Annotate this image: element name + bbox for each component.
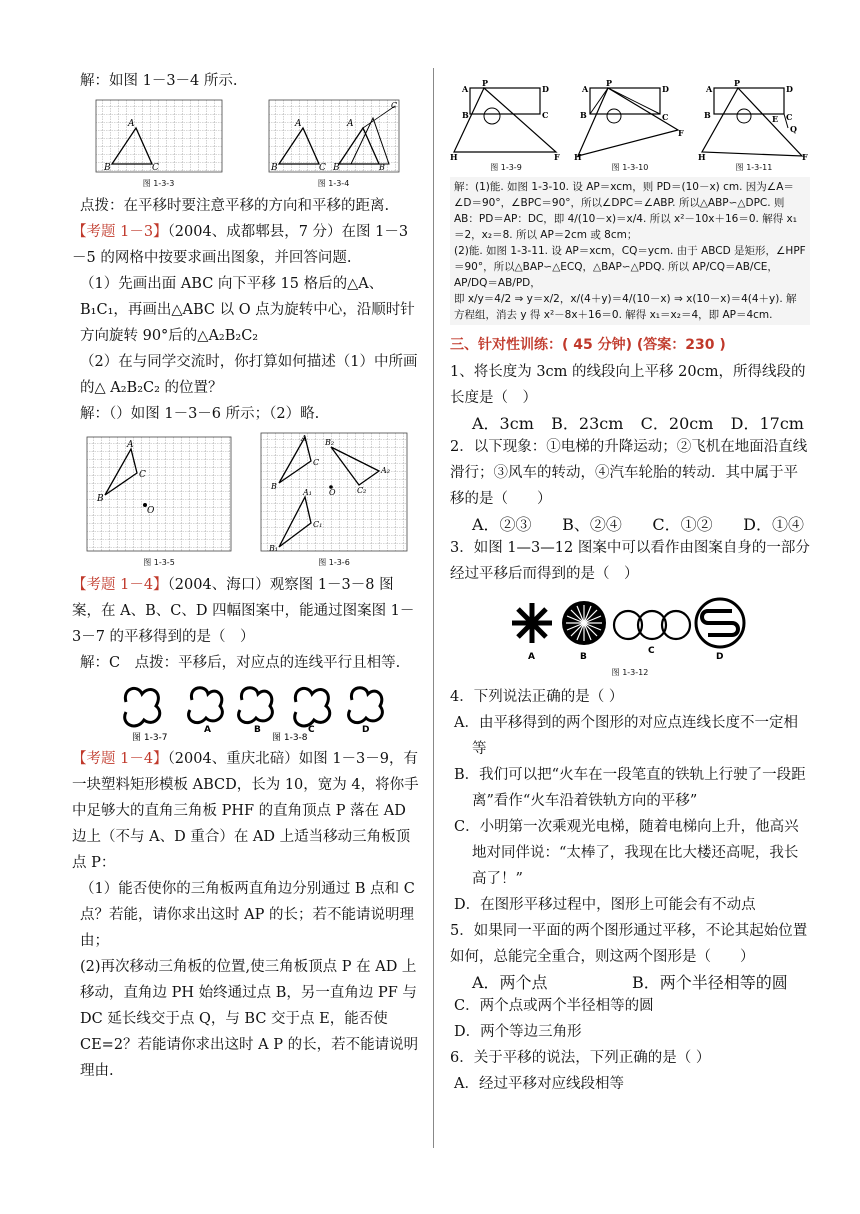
question-2-options <box>450 512 810 535</box>
option: A．3cm <box>472 414 534 433</box>
svg-text:C: C <box>313 458 320 467</box>
svg-text:A: A <box>528 652 535 662</box>
svg-text:E: E <box>772 114 779 124</box>
exam-text: （2004、成都郫县，7 分）在图 1－3－5 的网格中按要求画出图象，并回答问题. <box>72 224 409 266</box>
figure-caption: 图 1-3-9 <box>490 163 522 172</box>
svg-text:D: D <box>362 725 370 735</box>
question-3: 3．如图 1—3—12 图案中可以看作由图案自身的一部分经过平移后而得到的是（ ） <box>450 540 810 582</box>
svg-text:A: A <box>706 84 713 94</box>
option: D．①④ <box>743 515 804 534</box>
figure-caption: 图 1-3-12 <box>611 668 649 677</box>
figure-1-3-12 <box>450 595 810 678</box>
svg-text:C: C <box>648 646 655 656</box>
svg-text:D: D <box>542 84 549 94</box>
svg-text:B₁: B₁ <box>269 544 279 553</box>
left-column <box>72 68 422 1084</box>
question-1: 1、将长度为 3cm 的线段向上平移 20cm，所得线段的长度是（ ） <box>450 364 806 406</box>
symbol-patterns <box>510 595 750 665</box>
exam-tag: 【考题 1－4】 <box>72 577 168 593</box>
option: A．②③ <box>472 515 532 534</box>
figure-caption: 图 1-3-8 <box>272 733 308 742</box>
exam-text: （2004、海口）观察图 1－3－8 图案，在 A、B、C、D 四幅图案中，能通过图案图 1－3－7 的平移得到的是（ ） <box>72 577 415 645</box>
option: D．两个等边三角形 <box>454 1024 582 1040</box>
figure-1-3-11 <box>698 80 810 173</box>
svg-text:C: C <box>151 163 159 173</box>
svg-text:B: B <box>580 652 587 662</box>
svg-text:C: C <box>542 110 549 120</box>
svg-text:C: C <box>390 101 397 110</box>
option: A．经过平移对应线段相等 <box>454 1076 624 1092</box>
svg-text:C: C <box>786 112 793 122</box>
rectangle-triangle-figure-1 <box>450 80 562 160</box>
svg-text:D: D <box>786 84 793 94</box>
svg-text:A: A <box>127 440 134 450</box>
figure-1-3-10 <box>574 80 686 173</box>
svg-text:B: B <box>270 163 278 173</box>
question-part-2: (2)再次移动三角板的位置,使三角板顶点 P 在 AD 上移动，直角边 PH 始终通过点 B，另一直角边 PF 与 DC 延长线交于点 Q，与 BC 交于点 E，能否使 CE=2？若能请你求出这时 A P 的长，若不能请说明理由. <box>80 959 419 1079</box>
svg-text:B₂: B₂ <box>325 438 335 447</box>
svg-text:A: A <box>294 119 301 129</box>
figure-1-3-5 <box>85 435 233 568</box>
option: C．两个点或两个半径相等的圆 <box>454 998 654 1014</box>
svg-text:A: A <box>346 119 353 129</box>
question-6: 6．关于平移的说法，下列正确的是（ ） <box>450 1050 711 1066</box>
svg-text:F: F <box>802 152 808 160</box>
solution-part-3: 即 x/y＝4/2 ⇒ y＝x/2，x/(4＋y)＝4/(10－x) ⇒ x(10－x)＝4(4＋y). 解方程组，消去 y 得 x²－8x＋16＝0. 解得 x₁＝x₂＝4，即 AP＝4cm. <box>454 293 797 321</box>
figure-caption: 图 1-3-6 <box>318 558 350 567</box>
grid-figure-2 <box>267 98 401 176</box>
svg-text:D: D <box>716 652 724 662</box>
rectangle-triangle-figure-3 <box>698 80 810 160</box>
option: B、②④ <box>562 515 622 534</box>
svg-text:P: P <box>734 80 741 88</box>
figure-caption: 图 1-3-11 <box>735 163 773 172</box>
svg-text:C: C <box>318 163 326 173</box>
figure-row-1 <box>72 98 422 189</box>
exam-problem-1-3 <box>72 219 422 271</box>
figure-1-3-3 <box>94 98 224 189</box>
leaf-pattern-figures <box>112 680 402 742</box>
svg-text:C₁: C₁ <box>313 520 323 529</box>
svg-text:B: B <box>97 494 104 504</box>
svg-text:A: A <box>127 119 134 129</box>
option: C．20cm <box>640 414 714 433</box>
option: B．我们可以把“火车在一段笔直的铁轨上行驶了一段距离”看作“火车沿着铁轨方向的平移” <box>454 767 806 809</box>
svg-text:A₁: A₁ <box>303 488 312 497</box>
svg-text:D: D <box>662 84 669 94</box>
svg-text:Q: Q <box>790 124 797 134</box>
option: C．①② <box>652 515 713 534</box>
svg-text:B: B <box>271 482 277 491</box>
figure-row-3 <box>72 680 422 742</box>
svg-text:A: A <box>301 434 307 443</box>
rectangle-triangle-figure-2 <box>574 80 686 160</box>
grid-figure-3 <box>85 435 233 555</box>
answer-line: 解：（）如图 1－3－6 所示；（2）略. <box>80 406 320 422</box>
svg-text:B: B <box>704 110 711 120</box>
exam-tag: 【考题 1－3】 <box>72 224 168 240</box>
figure-caption: 图 1-3-10 <box>611 163 649 172</box>
grid-figure-4 <box>259 431 409 555</box>
svg-text:A: A <box>462 84 469 94</box>
solution-part-2: (2)能. 如图 1-3-11. 设 AP＝xcm，CQ＝ycm. 由于 ABCD 是矩形，∠HPF＝90°，所以△BAP∽△ECQ，△BAP∽△PDQ. 所以 AP/CQ＝AB/CE，AP/DQ＝AB/PD， <box>454 245 806 289</box>
svg-text:F: F <box>554 152 560 160</box>
exam-problem-1-4b <box>72 746 422 876</box>
exam-problem-1-4a <box>72 572 422 650</box>
option: C．小明第一次乘观光电梯，随着电梯向上升，他高兴地对同伴说：“太棒了，我现在比大楼还高呢，我长高了！” <box>454 819 799 887</box>
svg-text:C₂: C₂ <box>357 486 367 495</box>
svg-text:H: H <box>698 152 706 160</box>
svg-text:B: B <box>462 110 469 120</box>
option: D．17cm <box>730 414 804 433</box>
svg-text:F: F <box>678 128 684 138</box>
solution-part-1: 解：(1)能. 如图 1-3-10. 设 AP＝xcm，则 PD＝(10－x) cm. 因为∠A＝∠D＝90°，∠BPC＝90°，所以∠DPC＝∠ABP. 所以△ABP∽△DPC. 则 AB：PD＝AP：DC，即 4/(10－x)＝x/4. 所以 x²－10x＋16＝0. 解得 x₁＝2，x₂＝8. 所以 AP＝2cm 或 8cm； <box>454 181 797 241</box>
question-part-2: （2）在与同学交流时，你打算如何描述（1）中所画的△ A₂B₂C₂ 的位置？ <box>80 354 418 396</box>
option: A．两个点 <box>472 973 548 992</box>
option: B．两个半径相等的圆 <box>632 973 788 992</box>
question-part-1: （1）先画出面 ABC 向下平移 15 格后的△A、B₁C₁，再画出△ABC 以 O 点为旋转中心，沿顺时针方向旋转 90°后的△A₂B₂C₂ <box>80 276 415 344</box>
figure-caption: 图 1-3-7 <box>132 733 168 742</box>
svg-text:P: P <box>482 80 489 88</box>
svg-text:C: C <box>308 725 315 735</box>
svg-text:O: O <box>329 488 336 497</box>
svg-text:P: P <box>606 80 613 88</box>
svg-text:B: B <box>332 163 340 173</box>
figure-row-2 <box>72 431 422 568</box>
exam-tag: 【考题 1－4】 <box>72 751 168 767</box>
svg-text:B: B <box>254 725 261 735</box>
figure-1-3-4 <box>267 98 401 189</box>
question-2: 2．以下现象：①电梯的升降运动；②飞机在地面沿直线滑行；③风车的转动，④汽车轮胎的转动．其中属于平移的是（ ） <box>450 439 808 507</box>
svg-text:A₂: A₂ <box>381 466 390 475</box>
svg-text:B: B <box>378 163 385 172</box>
question-1-options <box>450 411 810 434</box>
question-part-1: （1）能否使你的三角板两直角边分别通过 B 点和 C 点？若能，请你求出这时 AP 的长；若不能请说明理由； <box>80 881 415 949</box>
figure-caption: 图 1-3-4 <box>317 179 350 188</box>
svg-text:C: C <box>662 112 669 122</box>
svg-text:C: C <box>139 470 146 480</box>
exam-text: （2004、重庆北碚）如图 1－3－9，有一块塑料矩形模板 ABCD，长为 10，宽为 4，将你手中足够大的直角三角板 PHF 的直角顶点 P 落在 AD 边上（不与 A、D 重合）在 AD 上适当移动三角板顶点 P： <box>72 751 419 871</box>
column-divider <box>433 68 434 1148</box>
svg-text:B: B <box>580 110 587 120</box>
svg-text:O: O <box>147 506 155 516</box>
svg-text:H: H <box>450 152 458 160</box>
svg-text:A: A <box>204 725 211 735</box>
right-column <box>450 76 810 1097</box>
option: D．在图形平移过程中，图形上可能会有不动点 <box>454 897 756 913</box>
figure-1-3-9 <box>450 80 562 173</box>
answer-line: 解：如图 1－3－4 所示. <box>80 73 238 89</box>
figure-row-4 <box>450 80 810 173</box>
question-5-options-ab <box>450 970 810 993</box>
option: A．由平移得到的两个图形的对应点连线长度不一定相等 <box>454 715 798 757</box>
solution-block <box>450 177 810 325</box>
figure-caption: 图 1-3-5 <box>143 558 175 567</box>
svg-text:H: H <box>574 152 582 160</box>
hint-line: 点拨：在平移时要注意平移的方向和平移的距离. <box>80 198 390 214</box>
grid-figure-1 <box>94 98 224 176</box>
option: B．23cm <box>551 414 624 433</box>
svg-text:B: B <box>103 163 111 173</box>
figure-caption: 图 1-3-3 <box>142 179 175 188</box>
svg-text:A: A <box>582 84 589 94</box>
question-5: 5．如果同一平面的两个图形通过平移，不论其起始位置如何，总能完全重合，则这两个图形是（ ） <box>450 923 808 965</box>
answer-line: 解：C 点拨：平移后，对应点的连线平行且相等. <box>80 655 401 671</box>
section-heading: 三、针对性训练：( 45 分钟) (答案：230 ) <box>450 337 726 353</box>
question-4: 4．下列说法正确的是（ ） <box>450 689 624 705</box>
figure-1-3-6 <box>259 431 409 568</box>
